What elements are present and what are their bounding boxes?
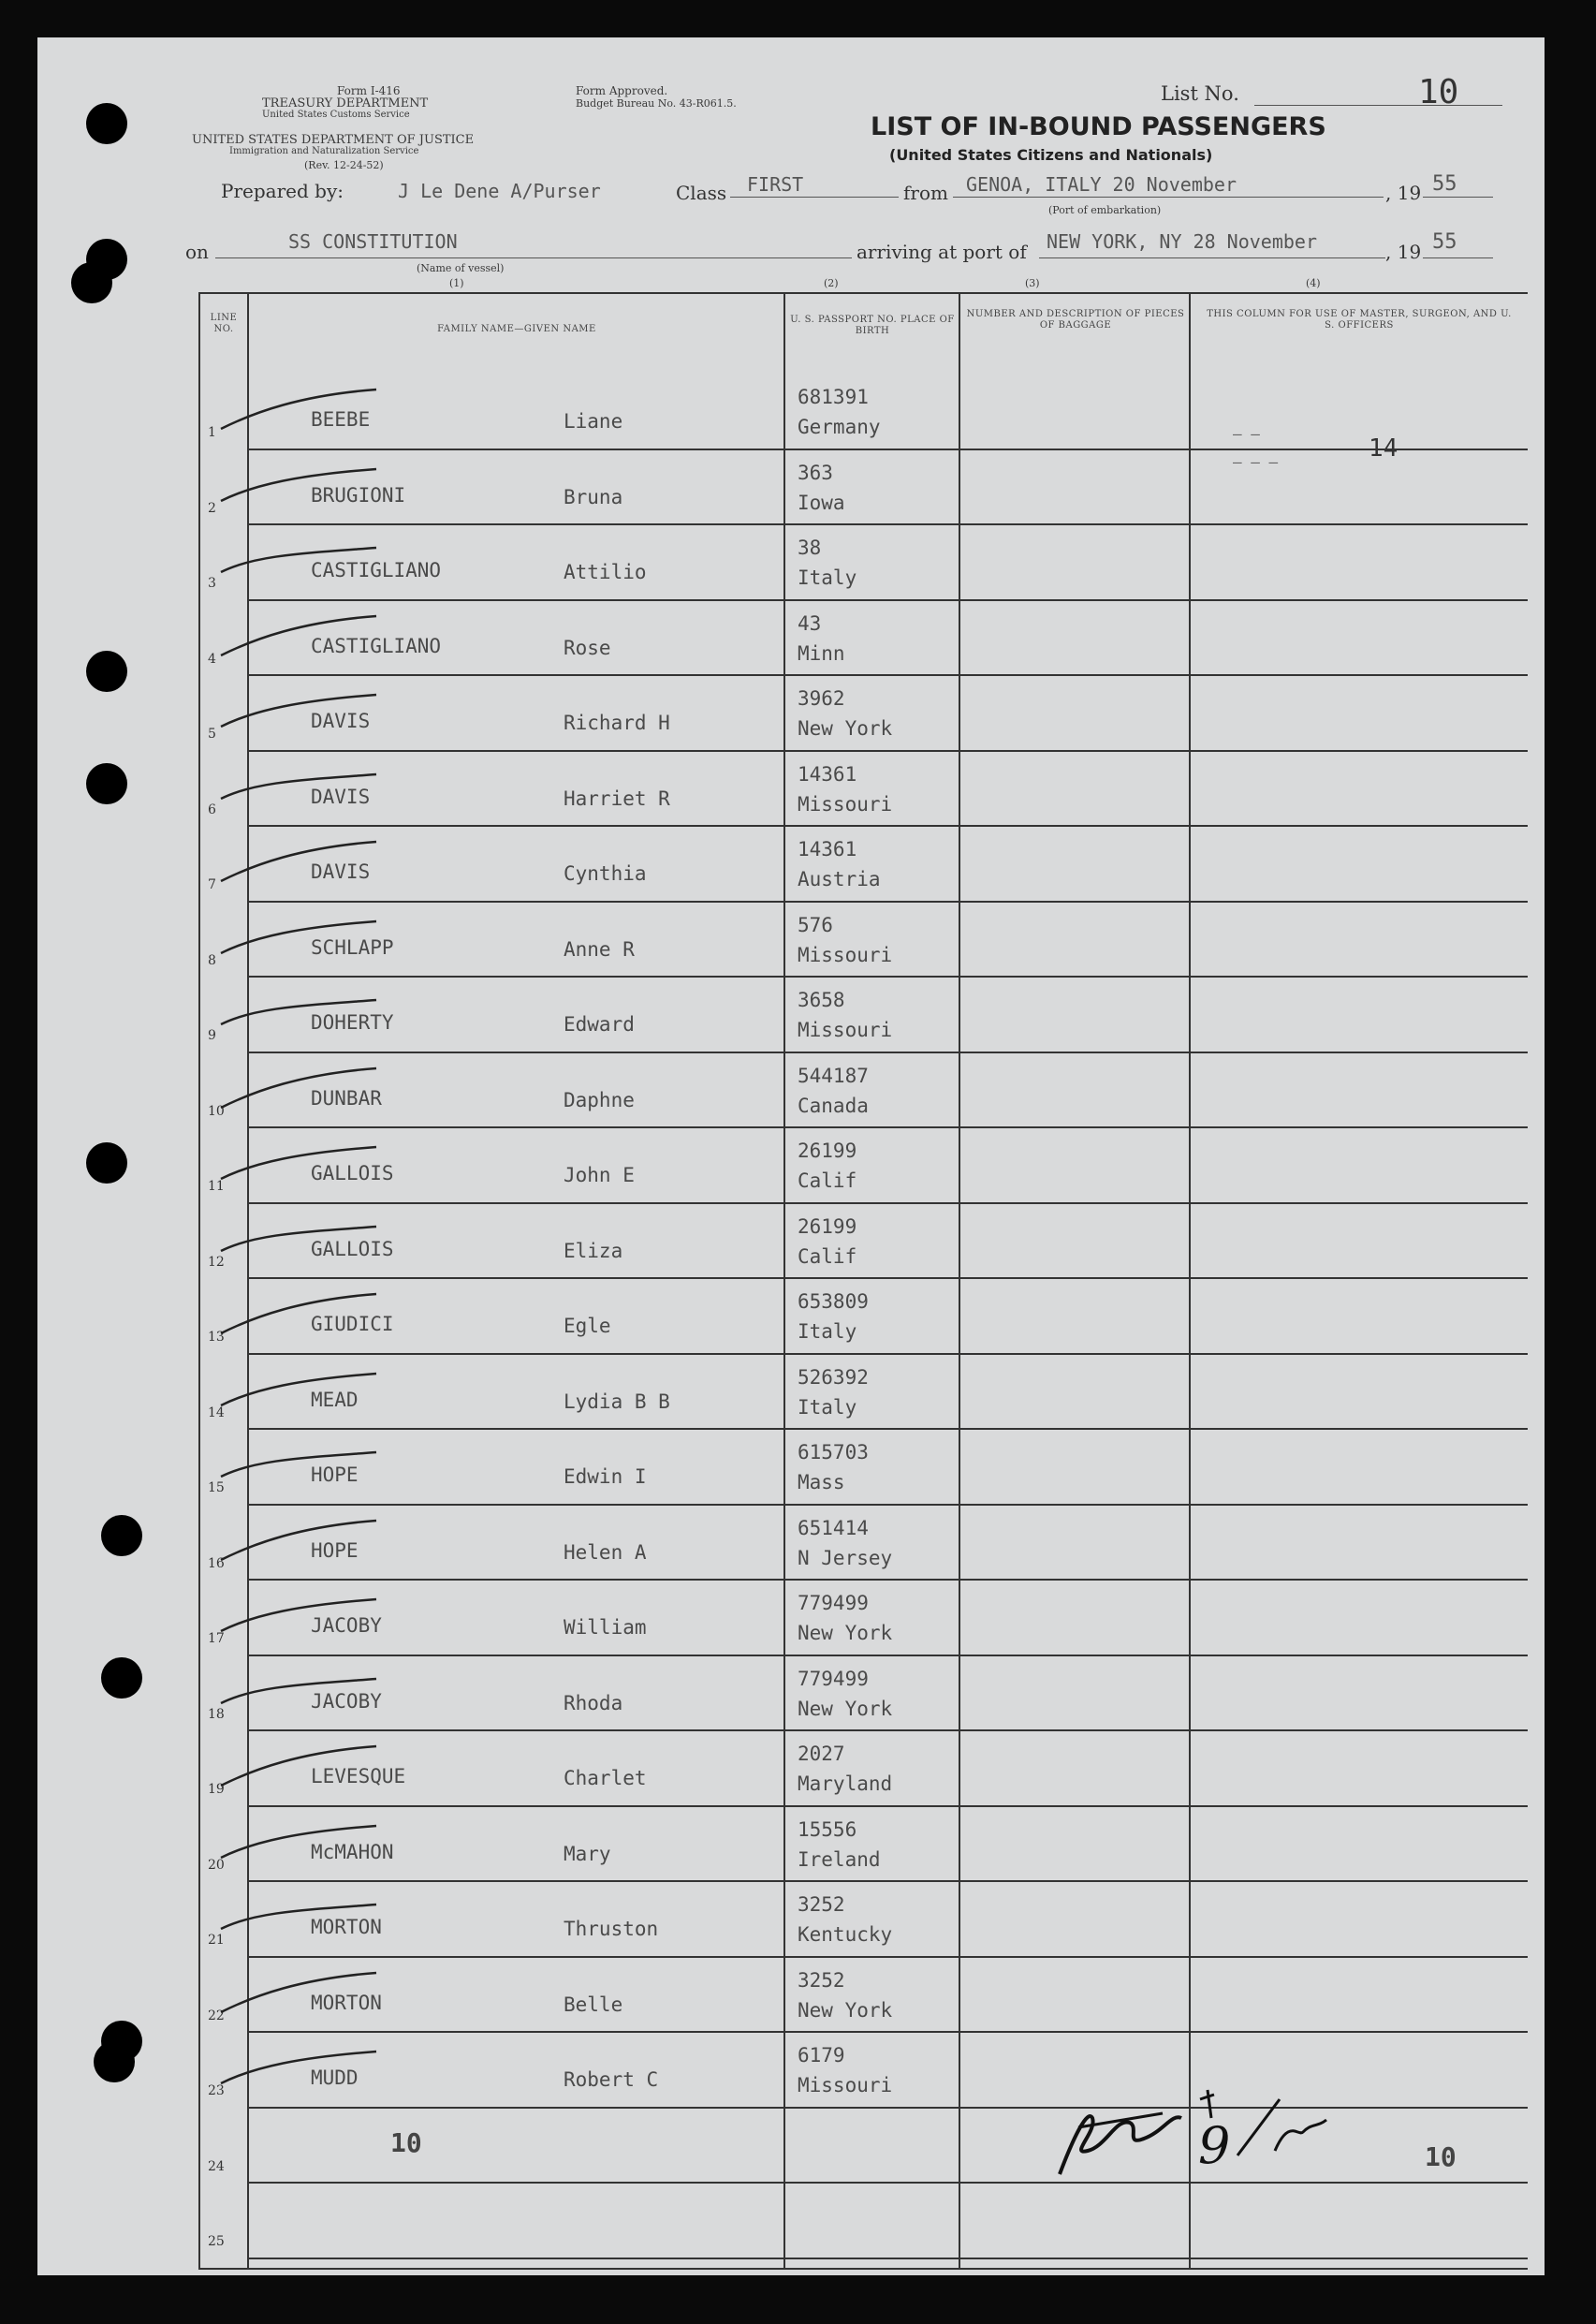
- passport-number: 3252: [798, 1893, 845, 1916]
- passport-number: 14361: [798, 838, 857, 860]
- table-row: [198, 1430, 1528, 1506]
- line-number: 23: [208, 2083, 225, 2098]
- place-of-birth: New York: [798, 1697, 893, 1720]
- place-of-birth: Missouri: [798, 792, 893, 816]
- family-name: HOPE: [311, 1464, 359, 1486]
- family-name: MORTON: [311, 1991, 382, 2014]
- place-of-birth: Missouri: [798, 1019, 893, 1041]
- year-prefix-2: , 19: [1385, 241, 1422, 263]
- place-of-birth: New York: [798, 717, 893, 740]
- place-of-birth: Missouri: [798, 2074, 893, 2096]
- family-name: HOPE: [311, 1538, 359, 1562]
- passport-number: 15556: [798, 1817, 857, 1841]
- given-name: Bruna: [564, 485, 623, 508]
- prepared-by-value: J Le Dene A/Purser: [398, 180, 601, 202]
- passport-number: 6179: [798, 2044, 845, 2067]
- col-num-1: (1): [449, 277, 464, 289]
- place-of-birth: Mass: [798, 1471, 845, 1493]
- customs-service: United States Customs Service: [262, 110, 410, 120]
- table-row: [198, 1279, 1528, 1355]
- table-row: [198, 752, 1528, 828]
- table-row: [198, 978, 1528, 1053]
- line-number: 22: [208, 2008, 225, 2023]
- given-name: Attilio: [564, 561, 647, 583]
- col-header-line: LINE NO.: [210, 313, 238, 334]
- check-mark: [217, 1590, 386, 1646]
- check-mark: [217, 1364, 386, 1420]
- line-number: 24: [208, 2158, 225, 2174]
- check-mark: [217, 460, 386, 516]
- given-name: Rose: [564, 636, 611, 659]
- line-number: 7: [208, 877, 216, 892]
- table-row: [198, 1807, 1528, 1883]
- check-mark: [217, 761, 386, 817]
- given-name: Belle: [564, 1993, 623, 2016]
- family-name: JACOBY: [311, 1614, 382, 1637]
- family-name: JACOBY: [311, 1689, 382, 1713]
- passport-number: 3962: [798, 687, 845, 710]
- given-name: Charlet: [564, 1767, 647, 1789]
- place-of-birth: Austria: [798, 868, 881, 890]
- col-header-officers: THIS COLUMN FOR USE OF MASTER, SURGEON, AND U. S. OFFICERS: [1207, 309, 1512, 331]
- prepared-label: Prepared by:: [221, 180, 344, 202]
- class-label: Class: [676, 182, 727, 204]
- passport-number: 2027: [798, 1743, 845, 1765]
- given-name: Egle: [564, 1315, 611, 1337]
- place-of-birth: New York: [798, 1998, 893, 2022]
- given-name: Daphne: [564, 1088, 635, 1111]
- family-name: DAVIS: [311, 860, 371, 883]
- check-mark: [217, 836, 386, 892]
- table-row: [198, 375, 1528, 450]
- check-mark: [217, 1967, 386, 2023]
- col-num-3: (3): [1025, 277, 1040, 289]
- table-row: [198, 1581, 1528, 1656]
- check-mark: [217, 685, 386, 742]
- table-row: [198, 1128, 1528, 1204]
- place-of-birth: Canada: [798, 1094, 869, 1117]
- line-number: 17: [208, 1631, 225, 1646]
- list-no-value: 10: [1418, 73, 1459, 111]
- table-row: [198, 1053, 1528, 1129]
- punch-hole: [94, 2041, 135, 2082]
- line-number: 20: [208, 1857, 225, 1873]
- given-name: Eliza: [564, 1239, 623, 1262]
- given-name: Richard H: [564, 712, 670, 734]
- place-of-birth: Minn: [798, 641, 845, 665]
- given-name: Lydia B B: [564, 1390, 670, 1413]
- check-mark: [217, 912, 386, 968]
- officer-marks: – – –: [1233, 453, 1279, 471]
- list-no-label: List No.: [1161, 82, 1239, 105]
- place-of-birth: Kentucky: [798, 1923, 893, 1946]
- place-of-birth: Ireland: [798, 1847, 881, 1871]
- treasury-dept: TREASURY DEPARTMENT: [262, 96, 429, 110]
- passport-number: 681391: [798, 386, 869, 408]
- table-row: [198, 2184, 1528, 2259]
- total-left: 10: [390, 2127, 422, 2158]
- from-value: GENOA, ITALY 20 November: [966, 173, 1237, 196]
- col-header-baggage: NUMBER AND DESCRIPTION OF PIECES OF BAGGAGE: [966, 309, 1185, 331]
- place-of-birth: Germany: [798, 416, 881, 438]
- col-num-2: (2): [824, 277, 839, 289]
- line-number: 12: [208, 1254, 225, 1270]
- line-number: 4: [208, 651, 216, 667]
- row-rule: [247, 2258, 1528, 2259]
- place-of-birth: Calif: [798, 1169, 857, 1192]
- col-header-name: FAMILY NAME—GIVEN NAME: [437, 324, 596, 334]
- passport-number: 779499: [798, 1667, 869, 1690]
- family-name: McMAHON: [311, 1840, 394, 1863]
- table-row: [198, 450, 1528, 526]
- manifest-page: [37, 37, 1545, 2275]
- given-name: William: [564, 1616, 647, 1639]
- place-of-birth: Italy: [798, 1395, 857, 1419]
- check-mark: [217, 1138, 386, 1194]
- passport-number: 653809: [798, 1290, 869, 1313]
- line-number: 9: [208, 1028, 216, 1043]
- line-number: 15: [208, 1480, 225, 1495]
- port-embark-caption: (Port of embarkation): [1048, 204, 1162, 216]
- ins-service: Immigration and Naturalization Service: [229, 146, 419, 156]
- punch-hole: [86, 651, 127, 692]
- check-mark: [217, 1439, 386, 1495]
- officer-count: 14: [1369, 434, 1398, 463]
- place-of-birth: Missouri: [798, 943, 893, 966]
- passport-number: 615703: [798, 1441, 869, 1464]
- given-name: Anne R: [564, 937, 635, 961]
- check-mark: [217, 1666, 386, 1722]
- passport-number: 26199: [798, 1214, 857, 1238]
- table-row: [198, 1204, 1528, 1280]
- table-row: [198, 1882, 1528, 1958]
- line-number: 19: [208, 1782, 225, 1797]
- passport-number: 526392: [798, 1365, 869, 1389]
- passport-number: 544187: [798, 1064, 869, 1087]
- family-name: DAVIS: [311, 785, 371, 808]
- signature-fraction: 9: [1198, 2116, 1231, 2175]
- check-mark: [217, 1817, 386, 1873]
- justice-dept: UNITED STATES DEPARTMENT OF JUSTICE: [192, 133, 475, 147]
- line-number: 11: [208, 1179, 225, 1194]
- revision-date: (Rev. 12-24-52): [304, 159, 384, 171]
- total-right: 10: [1425, 2141, 1457, 2172]
- passport-number: 38: [798, 537, 822, 559]
- line-number: 10: [208, 1103, 225, 1119]
- passport-number: 43: [798, 611, 822, 635]
- passport-number: 576: [798, 913, 833, 936]
- punch-hole: [101, 1657, 142, 1699]
- given-name: John E: [564, 1164, 635, 1186]
- check-mark: [217, 1515, 386, 1571]
- given-name: Helen A: [564, 1540, 647, 1564]
- manifest-table: [198, 292, 1528, 2270]
- place-of-birth: Iowa: [798, 491, 845, 514]
- vessel-name: SS CONSTITUTION: [288, 230, 458, 253]
- family-name: BEEBE: [311, 408, 371, 431]
- line-number: 25: [208, 2234, 225, 2249]
- line-number: 3: [208, 576, 216, 591]
- table-row: [198, 903, 1528, 978]
- family-name: GALLOIS: [311, 1162, 394, 1184]
- table-row: [198, 525, 1528, 601]
- table-row: [198, 1355, 1528, 1431]
- family-name: CASTIGLIANO: [311, 634, 442, 657]
- passport-number: 3252: [798, 1968, 845, 1992]
- line-number: 6: [208, 802, 216, 817]
- given-name: Edward: [564, 1013, 635, 1036]
- passport-number: 363: [798, 461, 833, 484]
- family-name: CASTIGLIANO: [311, 559, 442, 581]
- place-of-birth: Italy: [798, 1320, 857, 1343]
- family-name: GALLOIS: [311, 1237, 394, 1260]
- check-mark: [217, 1288, 386, 1345]
- col-header-passport: U. S. PASSPORT NO. PLACE OF BIRTH: [790, 315, 955, 336]
- given-name: Rhoda: [564, 1691, 623, 1714]
- line-number: 16: [208, 1555, 225, 1571]
- check-mark: [217, 987, 386, 1043]
- page-title: LIST OF IN-BOUND PASSENGERS: [871, 112, 1326, 141]
- year-1: 55: [1432, 172, 1457, 196]
- year-2: 55: [1432, 230, 1457, 254]
- family-name: DUNBAR: [311, 1086, 382, 1110]
- family-name: MORTON: [311, 1916, 382, 1938]
- family-name: DOHERTY: [311, 1011, 394, 1034]
- family-name: BRUGIONI: [311, 483, 406, 507]
- table-row: [198, 676, 1528, 752]
- officer-marks: – –: [1233, 425, 1260, 443]
- form-number: Form I-416: [337, 84, 401, 97]
- given-name: Thruston: [564, 1918, 659, 1940]
- check-mark: [217, 610, 386, 667]
- line-number: 21: [208, 1933, 225, 1948]
- passport-number: 3658: [798, 989, 845, 1011]
- arriving-value: NEW YORK, NY 28 November: [1047, 230, 1317, 253]
- family-name: DAVIS: [311, 710, 371, 732]
- punch-hole: [86, 103, 127, 144]
- check-mark: [217, 384, 386, 440]
- passport-number: 14361: [798, 762, 857, 786]
- form-approved: Form Approved.: [576, 84, 668, 97]
- table-row: [198, 1656, 1528, 1732]
- check-mark: [217, 1891, 386, 1948]
- check-mark: [217, 535, 386, 591]
- line-number: 14: [208, 1405, 225, 1420]
- table-row: [198, 1958, 1528, 2034]
- family-name: MUDD: [311, 2067, 359, 2089]
- given-name: Robert C: [564, 2068, 659, 2091]
- given-name: Liane: [564, 410, 623, 433]
- family-name: LEVESQUE: [311, 1765, 406, 1787]
- place-of-birth: Calif: [798, 1244, 857, 1268]
- check-mark: [217, 1063, 386, 1119]
- passport-number: 779499: [798, 1592, 869, 1614]
- line-number: 2: [208, 500, 216, 516]
- given-name: Harriet R: [564, 787, 670, 810]
- punch-hole: [86, 763, 127, 804]
- check-mark: [217, 1741, 386, 1797]
- punch-hole: [86, 1142, 127, 1184]
- family-name: GIUDICI: [311, 1313, 394, 1335]
- table-row: [198, 1506, 1528, 1581]
- check-mark: [217, 1213, 386, 1270]
- page-subtitle: (United States Citizens and Nationals): [889, 146, 1213, 164]
- line-number: 18: [208, 1706, 225, 1722]
- table-body: [198, 292, 1528, 2270]
- punch-hole: [71, 262, 112, 303]
- line-number: 13: [208, 1330, 225, 1345]
- col-num-4: (4): [1306, 277, 1321, 289]
- family-name: SCHLAPP: [311, 935, 394, 959]
- from-label: from: [903, 182, 948, 204]
- table-row: [198, 601, 1528, 677]
- class-value: FIRST: [747, 173, 804, 196]
- place-of-birth: N Jersey: [798, 1546, 893, 1569]
- place-of-birth: New York: [798, 1622, 893, 1644]
- on-label: on: [185, 241, 209, 263]
- vessel-caption: (Name of vessel): [417, 262, 505, 274]
- punch-hole: [101, 1515, 142, 1556]
- place-of-birth: Maryland: [798, 1772, 893, 1795]
- family-name: MEAD: [311, 1388, 359, 1411]
- check-mark: [217, 2042, 386, 2098]
- line-number: 8: [208, 952, 216, 968]
- passport-number: 26199: [798, 1140, 857, 1162]
- given-name: Cynthia: [564, 862, 647, 885]
- line-number: 1: [208, 425, 216, 440]
- table-row: [198, 1731, 1528, 1807]
- line-number: 5: [208, 727, 216, 742]
- year-prefix-1: , 19: [1385, 182, 1422, 204]
- passport-number: 651414: [798, 1516, 869, 1539]
- budget-bureau: Budget Bureau No. 43-R061.5.: [576, 97, 737, 110]
- arriving-label: arriving at port of: [857, 241, 1027, 263]
- given-name: Edwin I: [564, 1465, 647, 1488]
- table-row: [198, 827, 1528, 903]
- given-name: Mary: [564, 1842, 611, 1865]
- place-of-birth: Italy: [798, 566, 857, 589]
